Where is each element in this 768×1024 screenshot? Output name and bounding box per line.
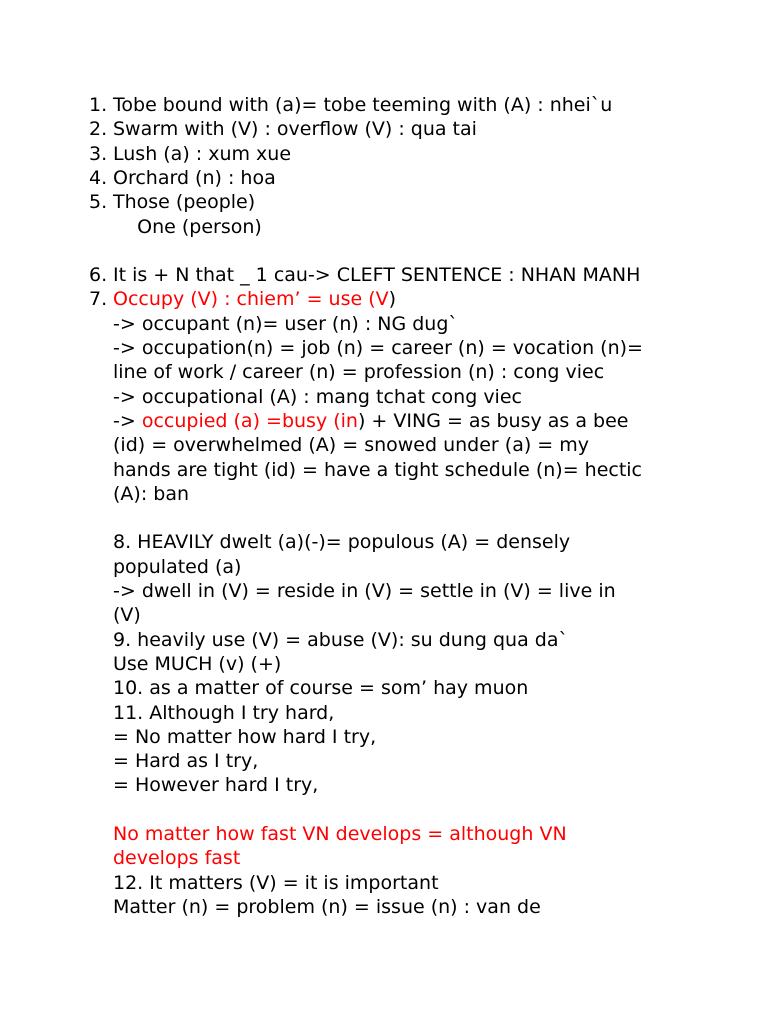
- text-segment: Tobe bound with (a)= tobe teeming with (A) : nhei`u: [113, 94, 613, 116]
- text-segment: Orchard (n) : hoa: [113, 167, 276, 189]
- text-segment: 8. HEAVILY dwelt (a)(-)= populous (A) = densely: [113, 531, 571, 553]
- list-number: 5.: [89, 191, 108, 213]
- text-line: [113, 603, 141, 627]
- text-segment: -> occupational (A) : mang tchat cong viec: [113, 386, 522, 408]
- text-segment: 12. It matters (V) = it is important: [113, 872, 439, 894]
- text-segment: = Hard as I try,: [113, 750, 259, 772]
- text-segment: (id) = overwhelmed (A) = snowed under (a) = my: [113, 434, 590, 456]
- text-segment: One (person): [113, 216, 262, 238]
- text-line: [113, 846, 240, 870]
- text-line: [113, 822, 567, 846]
- highlighted-text: occupied (a) =busy (in: [141, 410, 358, 432]
- text-segment: Matter (n) = problem (n) = issue (n) : van de: [113, 896, 541, 918]
- text-line: [113, 676, 528, 700]
- text-segment: It is + N that _ 1 cau-> CLEFT SENTENCE : NHAN MANH: [113, 264, 641, 286]
- text-segment: 9. heavily use (V) = abuse (V): su dung qua da`: [113, 629, 568, 651]
- text-segment: (A): ban: [113, 483, 190, 505]
- text-line: [113, 482, 189, 506]
- highlighted-text: develops fast: [113, 847, 241, 869]
- list-number: 6.: [89, 264, 108, 286]
- text-line: [113, 433, 589, 457]
- text-line: [113, 749, 258, 773]
- text-line: [113, 263, 640, 287]
- text-line: [113, 385, 522, 409]
- text-segment: (V): [113, 604, 141, 626]
- text-segment: Use MUCH (v) (+): [113, 653, 282, 675]
- text-line: [113, 312, 458, 336]
- text-line: [113, 117, 477, 141]
- text-line: [113, 895, 541, 919]
- text-segment: Lush (a) : xum xue: [113, 143, 292, 165]
- text-segment: ): [388, 288, 397, 310]
- text-segment: = However hard I try,: [113, 774, 319, 796]
- text-segment: populated (a): [113, 556, 242, 578]
- text-segment: ->: [113, 410, 142, 432]
- text-segment: line of work / career (n) = profession (n) : cong viec: [113, 361, 605, 383]
- text-line: [113, 360, 604, 384]
- text-line: [113, 93, 612, 117]
- text-line: [113, 652, 281, 676]
- list-number: 4.: [89, 167, 108, 189]
- text-line: [113, 409, 629, 433]
- list-number: 1.: [89, 94, 108, 116]
- text-segment: -> occupant (n)= user (n) : NG dug`: [113, 313, 458, 335]
- text-line: [113, 458, 642, 482]
- text-segment: Those (people): [113, 191, 256, 213]
- text-line: [113, 555, 241, 579]
- text-segment: 10. as a matter of course = som’ hay muon: [113, 677, 529, 699]
- text-line: [113, 530, 570, 554]
- text-line: [113, 628, 568, 652]
- text-segment: Swarm with (V) : overflow (V) : qua tai: [113, 118, 477, 140]
- text-line: [113, 773, 318, 797]
- text-line: [113, 190, 255, 214]
- text-segment: hands are tight (id) = have a tight schedule (n)= hectic: [113, 459, 643, 481]
- text-line: [113, 287, 396, 311]
- text-line: [113, 701, 334, 725]
- text-line: [113, 871, 439, 895]
- text-line: [113, 579, 616, 603]
- text-segment: 11. Although I try hard,: [113, 702, 335, 724]
- text-line: [113, 142, 291, 166]
- highlighted-text: Occupy (V) : chiem’ = use (V: [113, 288, 389, 310]
- highlighted-text: No matter how fast VN develops = although VN: [113, 823, 567, 845]
- list-number: 7.: [89, 288, 108, 310]
- list-number: 3.: [89, 143, 108, 165]
- text-segment: -> dwell in (V) = reside in (V) = settle in (V) = live in: [113, 580, 616, 602]
- text-segment: ) + VING = as busy as a bee: [357, 410, 629, 432]
- text-line: [113, 725, 376, 749]
- text-line: [113, 336, 643, 360]
- text-line: [113, 166, 276, 190]
- list-number: 2.: [89, 118, 108, 140]
- text-line: [113, 215, 262, 239]
- text-segment: -> occupation(n) = job (n) = career (n) = vocation (n)=: [113, 337, 643, 359]
- text-segment: = No matter how hard I try,: [113, 726, 377, 748]
